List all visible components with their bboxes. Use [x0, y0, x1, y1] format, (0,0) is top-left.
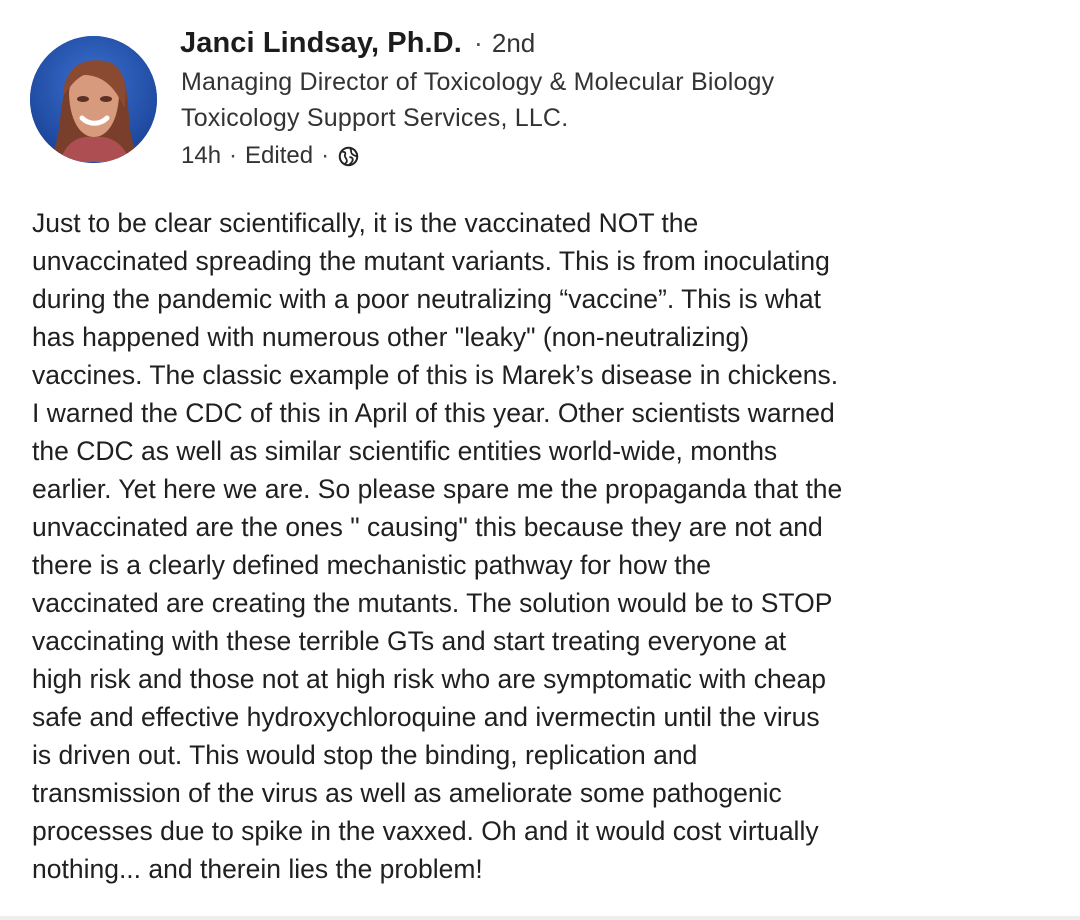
- connection-degree: 2nd: [491, 28, 536, 58]
- meta-separator: ·: [229, 142, 238, 169]
- post-body-line: unvaccinated spreading the mutant variants. This is from inoculating: [32, 246, 830, 276]
- post-body: [32, 204, 1074, 904]
- post-time: 14h: [181, 142, 222, 169]
- post-body-line: transmission of the virus as well as ameliorate some pathogenic: [32, 778, 782, 808]
- author-line: [180, 27, 535, 65]
- post-body-line: has happened with numerous other "leaky" (non-neutralizing): [32, 322, 750, 352]
- post-body-line: there is a clearly defined mechanistic pathway for how the: [32, 550, 712, 580]
- post-body-line: I warned the CDC of this in April of this year. Other scientists warned: [32, 398, 835, 428]
- post-body-line: during the pandemic with a poor neutralizing “vaccine”. This is what: [32, 284, 822, 314]
- edited-label: Edited: [245, 142, 314, 169]
- post-body-line: unvaccinated are the ones " causing" this because they are not and: [32, 512, 823, 542]
- post-body-line: the CDC as well as similar scientific entities world-wide, months: [32, 436, 778, 466]
- post-body-line: is driven out. This would stop the binding, replication and: [32, 740, 698, 770]
- author-company: Toxicology Support Services, LLC.: [181, 104, 569, 132]
- globe-icon: [338, 146, 359, 167]
- post-body-line: processes due to spike in the vaxxed. Oh and it would cost virtually: [32, 816, 819, 846]
- post-body-line: nothing... and therein lies the problem!: [32, 854, 483, 884]
- profile-photo-icon: [30, 36, 157, 163]
- post-body-line: earlier. Yet here we are. So please spare me the propaganda that the: [32, 474, 843, 504]
- author-avatar[interactable]: [30, 36, 157, 163]
- post-body-line: vaccines. The classic example of this is Marek’s disease in chickens.: [32, 360, 839, 390]
- post-meta: [181, 139, 359, 173]
- author-headline: Managing Director of Toxicology & Molecular Biology: [181, 68, 775, 96]
- post-body-line: vaccinating with these terrible GTs and start treating everyone at: [32, 626, 787, 656]
- post-body-line: high risk and those not at high risk who are symptomatic with cheap: [32, 664, 826, 694]
- post-body-line: safe and effective hydroxychloroquine and ivermectin until the virus: [32, 702, 820, 732]
- post-body-line: Just to be clear scientifically, it is the vaccinated NOT the: [32, 208, 699, 238]
- post-body-line: vaccinated are creating the mutants. The solution would be to STOP: [32, 588, 833, 618]
- author-name[interactable]: Janci Lindsay, Ph.D.: [180, 27, 462, 59]
- meta-separator: ·: [321, 142, 330, 169]
- connection-separator: ·: [473, 28, 483, 58]
- post-header: [0, 0, 1080, 180]
- bottom-divider: [0, 916, 1080, 920]
